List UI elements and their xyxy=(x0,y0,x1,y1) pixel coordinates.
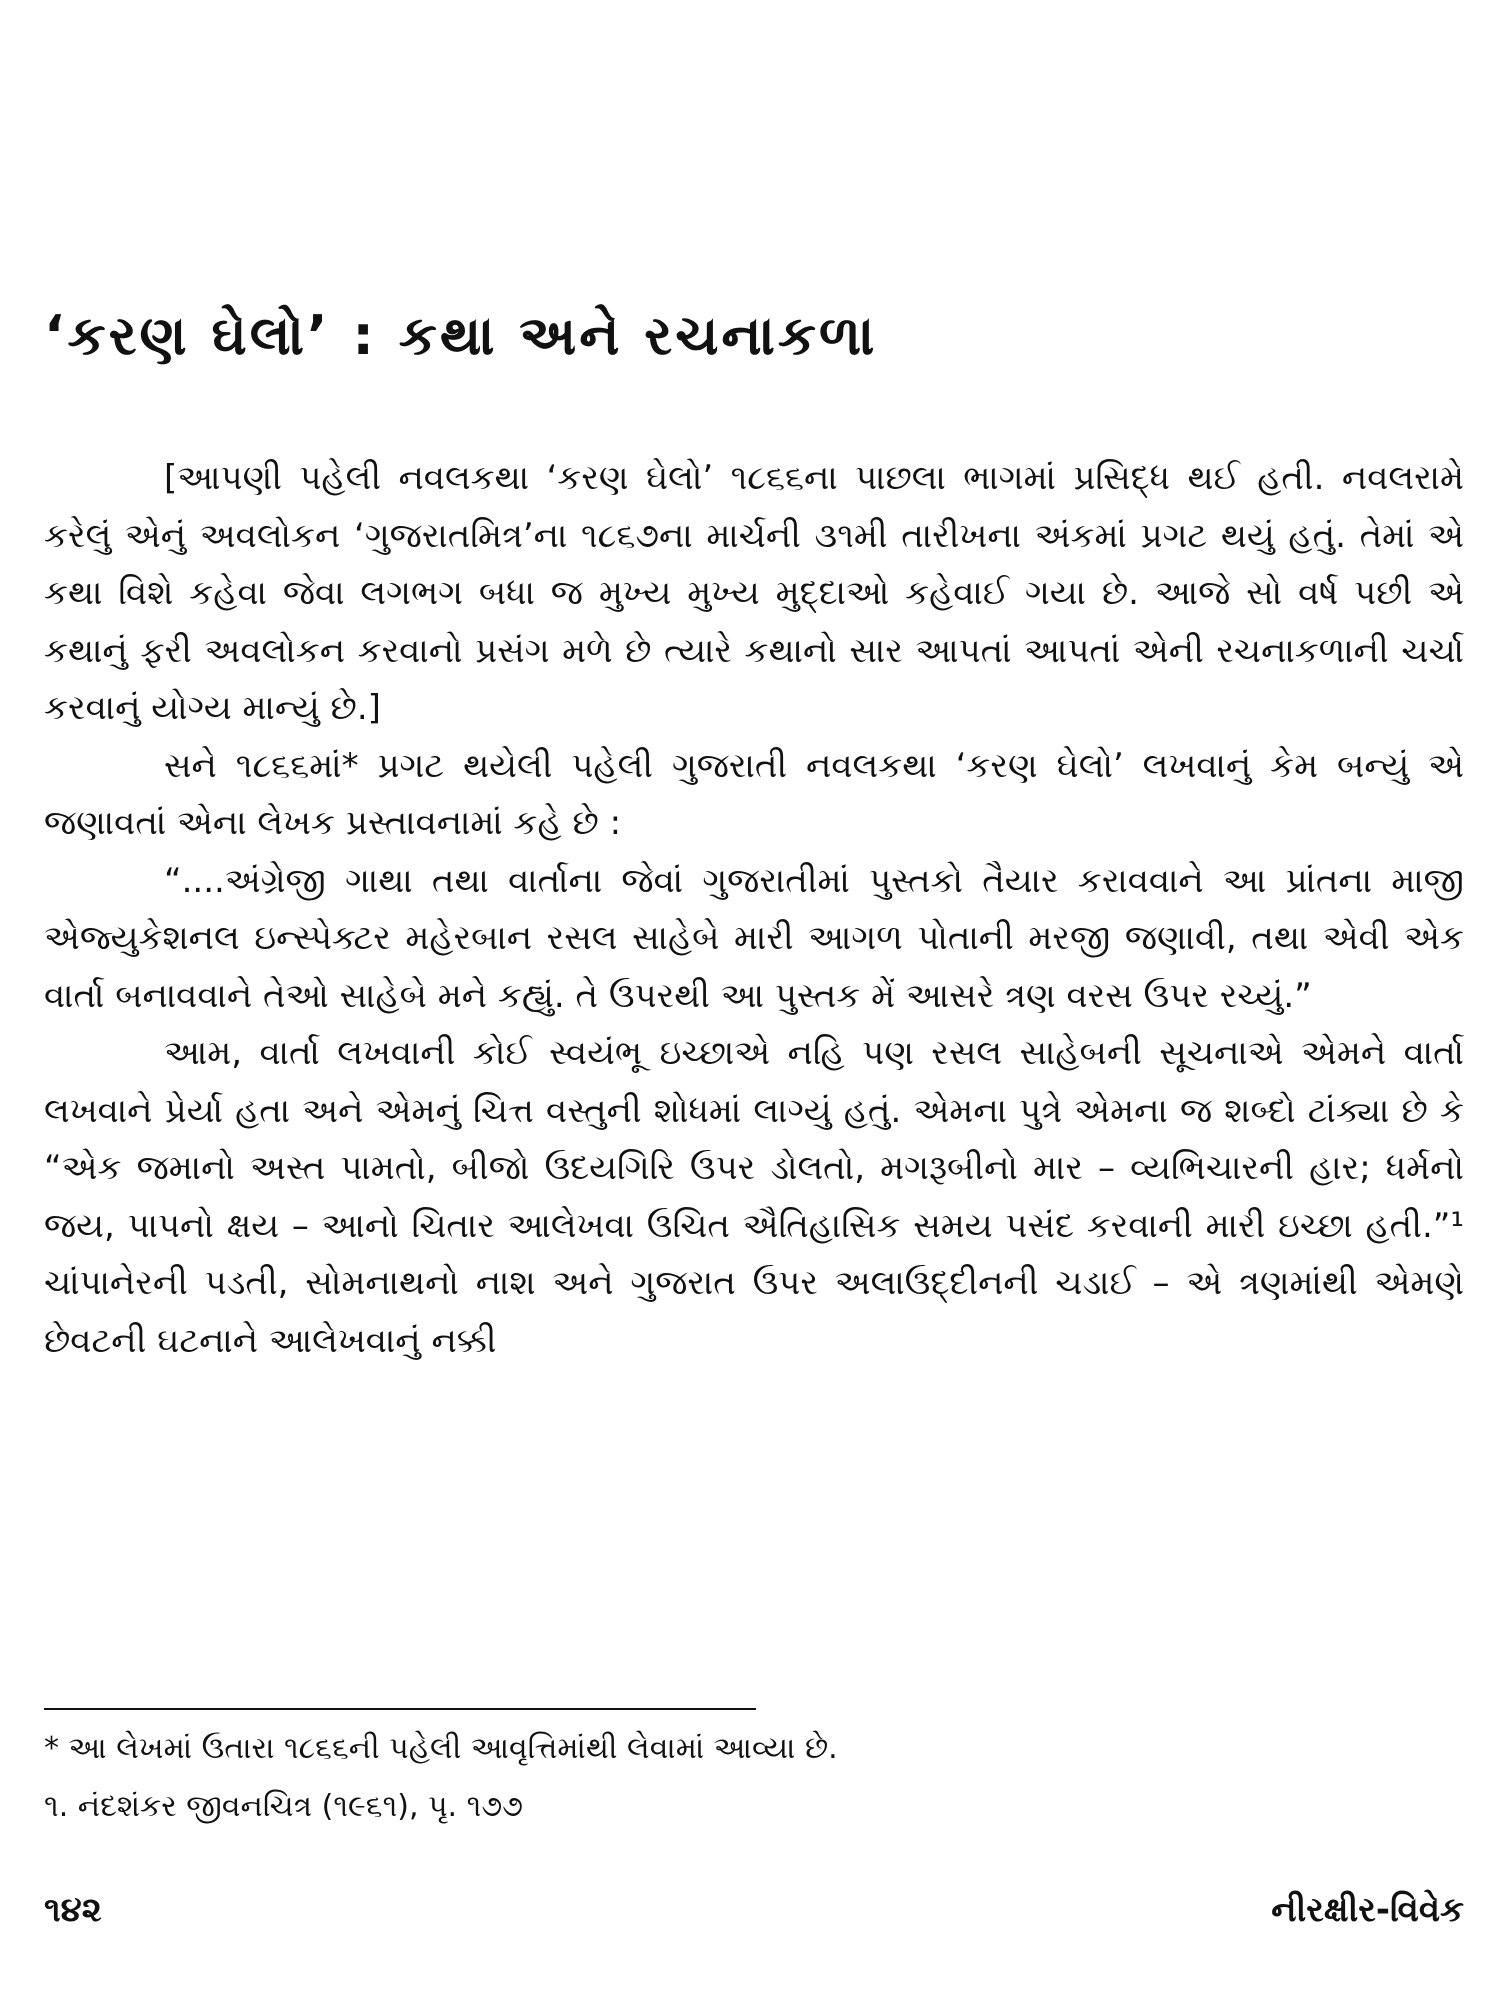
body-paragraph: સને ૧૮૬૬માં* પ્રગટ થયેલી પહેલી ગુજરાતી નવલકથા ‘કરણ ઘેલો’ લખવાનું કેમ બન્યું એ જણાવતાં એના લેખક પ્રસ્તાવનામાં કહે છે : xyxy=(44,745,1464,843)
footnotes xyxy=(44,1720,1464,1836)
page-footer xyxy=(44,1880,1464,1940)
chapter-body xyxy=(44,450,1464,1370)
book-title: નીરક્ષીર-વિવેક xyxy=(1271,1890,1464,1930)
chapter-title: ‘કરણ ઘેલો’ : કથા અને રચનાકળા xyxy=(44,304,878,367)
body-paragraph: આમ, વાર્તા લખવાની કોઈ સ્વયંભૂ ઇચ્છાએ નહિ પણ રસલ સાહેબની સૂચનાએ એમને વાર્તા લખવાને પ્રેર્યા હતા અને એમનું ચિત્ત વસ્તુની શોધમાં લાગ્યું હતું. એમના પુત્રે એમના જ શબ્દો ટાંક્યા છે કે “એક જમાનો અસ્ત પામતો, બીજો ઉદયગિરિ ઉપર ડોલતો, મગરૂબીનો માર – વ્યભિચારની હાર; ધર્મનો જય, પાપનો ક્ષય – આનો ચિતાર આલેખવા ઉચિત ઐતિહાસિક સમય પસંદ કરવાની મારી ઇચ્છા હતી.”¹ ચાંપાનેરની પડતી, સોમનાથનો નાશ અને ગુજરાત ઉપર અલાઉદ્દીનની ચડાઈ – એ ત્રણમાંથી એમણે છેવટની ઘટનાને આલેખવાનું નક્કી xyxy=(44,1033,1464,1361)
footnote-item: ૧. નંદશંકર જીવનચિત્ર (૧૯૬૧), પૃ. ૧૭૭ xyxy=(44,1789,524,1824)
intro-paragraph: [આપણી પહેલી નવલકથા ‘કરણ ઘેલો’ ૧૮૬૬ના પાછલા ભાગમાં પ્રસિદ્ધ થઈ હતી. નવલરામે કરેલું એનું અવલોકન ‘ગુજરાતમિત્ર’ના ૧૮૬૭ના માર્ચની ૩૧મી તારીખના અંકમાં પ્રગટ થયું હતું. તેમાં એ કથા વિશે કહેવા જેવા લગભગ બધા જ મુખ્ય મુખ્ય મુદ્દાઓ કહેવાઈ ગયા છે. આજે સો વર્ષ પછી એ કથાનું ફરી અવલોકન કરવાનો પ્રસંગ મળે છે ત્યારે કથાનો સાર આપતાં આપતાં એની રચનાકળાની ચર્ચા કરવાનું યોગ્ય માન્યું છે.] xyxy=(44,458,1464,728)
footnote-item: * આ લેખમાં ઉતારા ૧૮૬૬ની પહેલી આવૃત્તિમાંથી લેવામાં આવ્યા છે. xyxy=(44,1731,838,1766)
footnote-divider xyxy=(44,1708,756,1710)
quoted-paragraph: “....અંગ્રેજી ગાથા તથા વાર્તાના જેવાં ગુજરાતીમાં પુસ્તકો તૈયાર કરાવવાને આ પ્રાંતના માજી એજ્યુકેશનલ ઇન્સ્પેક્ટર મહેરબાન રસલ સાહેબે મારી આગળ પોતાની મરજી જણાવી, તથા એવી એક વાર્તા બનાવવાને તેઓ સાહેબે મને કહ્યું. તે ઉપરથી આ પુસ્તક મેં આસરે ત્રણ વરસ ઉપર રચ્યું.” xyxy=(44,860,1464,1016)
page-number: ૧૪૨ xyxy=(44,1890,102,1930)
